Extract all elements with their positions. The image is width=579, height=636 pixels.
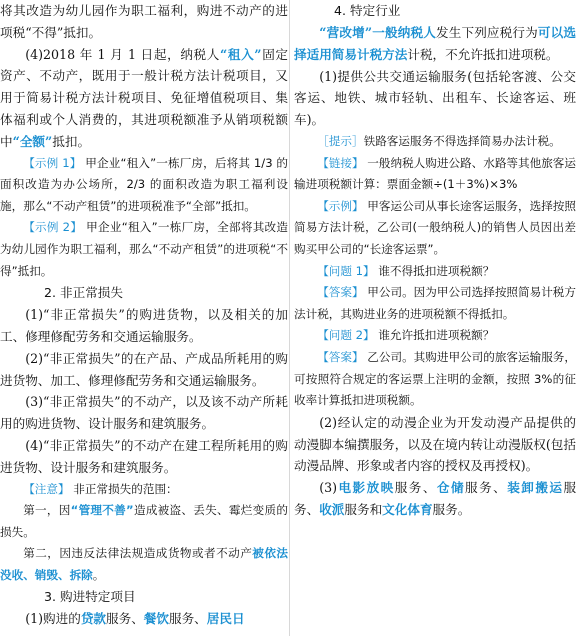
question-2-text: 谁允许抵扣进项税额？ [378, 328, 495, 343]
list-item-loss-1: (1)“非正常损失”的购进货物，以及相关的加工、修理修配劳务和交通运输服务。 [0, 307, 288, 344]
answer-2-tag: 【 答案 】 [317, 350, 363, 364]
highlight-storage: 仓储 [436, 480, 466, 496]
tip-text: 铁路客运服务不得选择简易办法计税。 [363, 133, 561, 148]
text-run: 。 [92, 567, 105, 582]
link-text: 一般纳税人购进公路、水路等其他旅客运输进项税额计算：票面金额÷(1＋3%)×3% [294, 155, 576, 192]
paragraph-lease-rule [0, 44, 288, 153]
text-run: 服务、 [465, 480, 508, 496]
paragraph-text: 将其改造为幼儿园作为职工福利，购进不动产的进项税“不得”抵扣。 [0, 3, 288, 40]
list-item-loss-3: (3)“非正常损失”的不动产，以及该不动产所耗用的购进货物、设计服务和建筑服务。 [0, 394, 288, 432]
highlight-loading: 装卸搬运 [507, 480, 564, 496]
highlight-culture-sports: 文化体育 [382, 501, 433, 517]
text-run: 服务、 [168, 611, 207, 627]
highlight-loan: 贷款 [80, 611, 106, 627]
note-item-1 [0, 500, 288, 543]
list-item-loss-2: (2)“非正常损失”的在产品、产成品所耗用的购进货物、加工、修理修配劳务和交通运输服务。 [0, 350, 288, 388]
answer-2-text: 乙公司。其购进甲公司的旅客运输服务，可按照符合规定的客运票上注明的金额，按照 3%的征收率计算抵扣进项税额。 [294, 349, 576, 408]
highlight-delivery: 收派 [319, 501, 345, 517]
list-item-purchase-1 [0, 608, 288, 630]
text-run: 服务、 [394, 480, 437, 496]
highlight-confiscated: 被依法没收、销毁、拆除 [0, 546, 288, 582]
example-1-text: 甲企业“租入”一栋厂房，后将其 1/3 的面积改造为办公场所，2/3 的面积改造为职工福利设施，那么“不动产租赁”的进项税准予“全部”抵扣。 [0, 155, 288, 213]
highlight-resident: 居民日 [206, 611, 245, 627]
question-2 [294, 325, 576, 347]
question-1 [294, 261, 576, 283]
highlight-catering: 餐饮 [143, 611, 169, 627]
example-text: 甲客运公司从事长途客运服务，选择按照简易方法计税，乙公司(一般纳税人)的销售人员因出差购买甲公司的“长途客运票”。 [294, 198, 576, 256]
list-item-industry-3 [294, 477, 576, 521]
example-1-tag: 【 示例 1 】 [23, 156, 81, 170]
highlight-rent: “租入” [220, 46, 262, 62]
text-run: 造成被盗、丢失、霉烂变质的损失。 [0, 503, 288, 539]
note [0, 479, 288, 501]
highlight-full: “全额” [12, 133, 53, 149]
example-2-tag: 【 示例 2 】 [23, 220, 82, 234]
example [294, 196, 576, 261]
text-run: (4)2018 年 1 月 1 日起，纳税人 [25, 46, 220, 62]
text-run: 服务、 [106, 611, 144, 627]
question-1-text: 谁不得抵扣进项税额？ [378, 263, 495, 278]
tip-tag: ［ 提示 ］ [317, 134, 363, 148]
answer-2 [294, 347, 576, 412]
text-run: 第二，因违反法律法规造成货物或者不动产 [23, 546, 253, 561]
question-2-tag: 【 问题 2 】 [317, 328, 374, 342]
column-divider [289, 0, 290, 636]
text-run: 服务。 [432, 501, 471, 517]
text-run: 计税，不允许抵扣进项税。 [407, 46, 559, 62]
text-run: 服务、 [294, 480, 577, 517]
tip [294, 131, 576, 153]
section-heading-abnormal-loss: 2. 非正常损失 [44, 285, 123, 301]
example-tag: 【 示例 】 [317, 199, 363, 213]
answer-1 [294, 282, 576, 325]
note-tag: 【 注意 】 [23, 482, 69, 496]
section-heading-specific-industry: 4. 特定行业 [334, 3, 401, 18]
paragraph-simple-method [294, 22, 576, 66]
text-run: (3) [319, 480, 338, 496]
highlight-film: 电影放映 [337, 480, 395, 496]
list-item-industry-2: (2)经认定的动漫企业为开发动漫产品提供的动漫脚本编撰服务，以及在境内转让动漫版权(包括动漫品牌、形象或者内容的授权及再授权)。 [294, 414, 576, 474]
example-2 [0, 217, 288, 282]
highlight-taxpayer: “营改增”一般纳税人 [319, 25, 436, 40]
note-item-2 [0, 543, 288, 586]
example-2-text: 甲企业“租入”一栋厂房，全部将其改造为幼儿园作为职工福利，那么“不动产租赁”的进项税“不得”抵扣。 [0, 220, 289, 278]
highlight-mismanagement: “管理不善” [70, 503, 134, 518]
text-run: 第一，因 [23, 503, 71, 518]
text-run: 发生下列应税行为 [435, 25, 538, 40]
section-heading-specific-purchases: 3. 购进特定项目 [44, 589, 136, 605]
link-tag: 【 链接 】 [317, 156, 363, 170]
list-item-industry-1: (1)提供公共交通运输服务(包括轮客渡、公交客运、地铁、城市轻轨、出租车、长途客运、班车)。 [294, 68, 576, 128]
right-column [294, 0, 576, 521]
text-run: 抵扣。 [52, 133, 91, 149]
answer-1-tag: 【 答案 】 [317, 285, 363, 299]
left-column [0, 0, 288, 630]
question-1-tag: 【 问题 1 】 [317, 264, 374, 278]
list-item-loss-4: (4)“非正常损失”的不动产在建工程所耗用的购进货物、设计服务和建筑服务。 [0, 437, 288, 475]
text-run: 固定资产、不动产，既用于一般计税方法计税项目，又用于简易计税方法计税项目、免征增值税项目、集体福利或个人消费的，其进项税额准予从销项税额中 [0, 46, 288, 149]
highlight-simple-method: 可以选择适用简易计税方法 [294, 25, 577, 62]
example-1 [0, 153, 288, 218]
answer-1-text: 甲公司。因为甲公司选择按照简易计税方法计税，其购进业务的进项税额不得抵扣。 [294, 285, 576, 321]
link-note [294, 153, 576, 196]
note-text: 非正常损失的范围： [73, 481, 178, 496]
text-run: 服务和 [344, 501, 383, 517]
paragraph-continuation [0, 0, 288, 44]
text-run: (1)购进的 [25, 611, 81, 627]
